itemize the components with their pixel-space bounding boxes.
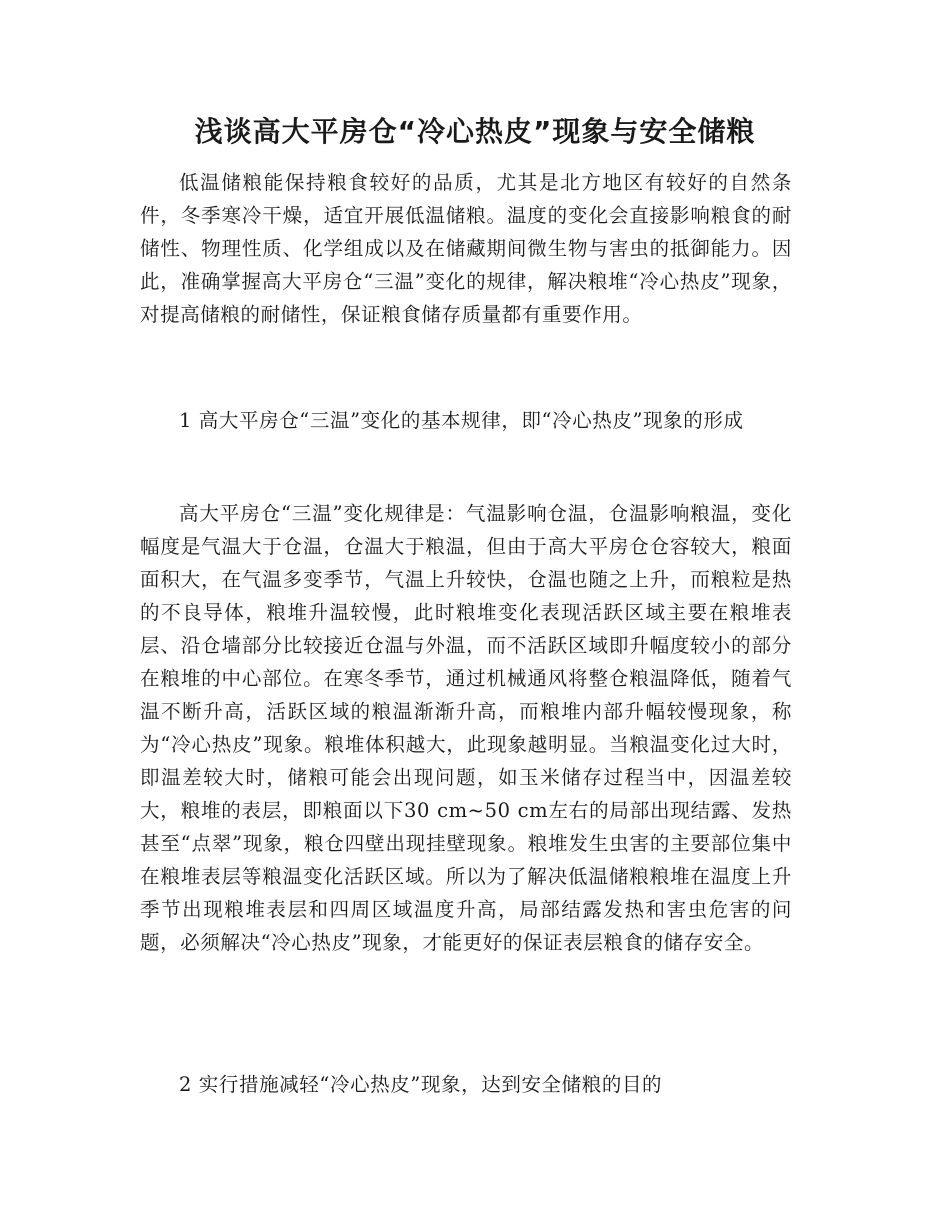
section-1-paragraph: 高大平房仓“三温”变化规律是：气温影响仓温，仓温影响粮温，变化幅度是气温大于仓温，仓温大于粮温，但由于高大平房仓仓容较大，粮面面积大，在气温多变季节，气温上升较快，仓温也随之上升，而粮粒是热的不良导体，粮堆升温较慢，此时粮堆变化表现活跃区域主要在粮堆表层、沿仓墙部分比较接近仓温与外温，而不活跃区域即升幅度较小的部分在粮堆的中心部位。在寒冬季节，通过机械通风将整仓粮温降低，随着气温不断升高，活跃区域的粮温渐渐升高，而粮堆内部升幅较慢现象，称为“冷心热皮”现象。粮堆体积越大，此现象越明显。当粮温变化过大时，即温差较大时，储粮可能会出现问题，如玉米储存过程当中，因温差较大，粮堆的表层，即粮面以下30 cm~50 cm左右的局部出现结露、发热甚至“点翠”现象，粮仓四壁出现挂壁现象。粮堆发生虫害的主要部位集中在粮堆表层等粮温变化活跃区域。所以为了解决低温储粮粮堆在温度上升季节出现粮堆表层和四周区域温度升高，局部结露发热和害虫危害的问题，必须解决“冷心热皮”现象，才能更好的保证表层粮食的储存安全。 [140, 502, 792, 954]
intro-paragraph: 低温储粮能保持粮食较好的品质，尤其是北方地区有较好的自然条件，冬季寒冷干燥，适宜开展低温储粮。温度的变化会直接影响粮食的耐储性、物理性质、化学组成以及在储藏期间微生物与害虫的抵御能力。因此，准确掌握高大平房仓“三温”变化的规律，解决粮堆“冷心热皮”现象，对提高储粮的耐储性，保证粮食储存质量都有重要作用。 [140, 171, 792, 326]
section-1-heading: 1 高大平房仓“三温”变化的基本规律，即“冷心热皮”现象的形成 [179, 409, 744, 432]
document-title: 浅谈高大平房仓“冷心热皮”现象与安全储粮 [194, 115, 756, 148]
section-2-heading: 2 实行措施减轻“冷心热皮”现象，达到安全储粮的目的 [179, 1073, 663, 1096]
